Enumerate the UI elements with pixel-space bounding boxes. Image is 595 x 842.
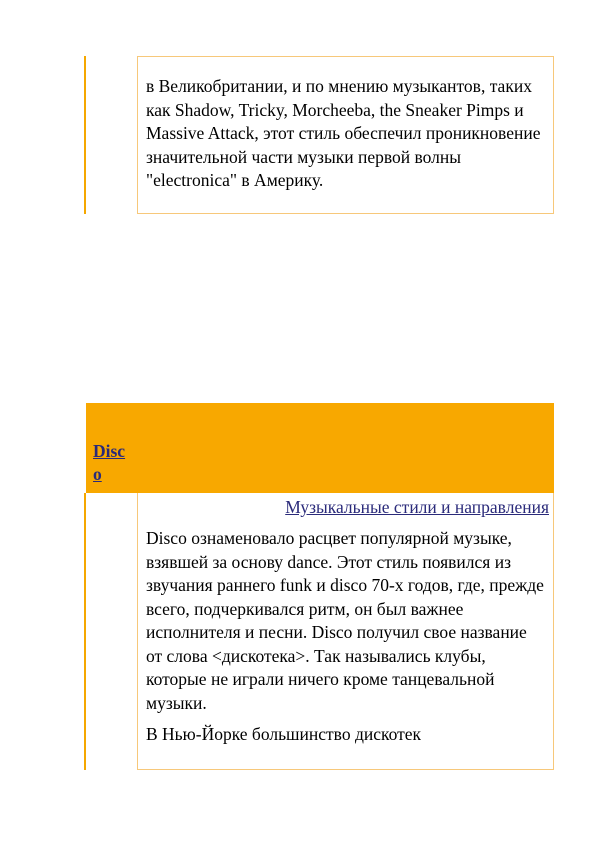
paragraph-new-york: В Нью-Йорке большинство дискотек	[146, 724, 422, 744]
disco-title-link[interactable]: Disco	[93, 441, 126, 484]
paragraph-electronica: в Великобритании, и по мнению музыкантов, таких как Shadow, Tricky, Morcheeba, the Sneaker Pimps и Massive Attack, этот стиль обеспечил проникновение значительной части музыки первой волны "electronica" в Америку.	[146, 76, 541, 190]
left-column-cell	[86, 493, 137, 770]
music-styles-link[interactable]: Музыкальные стили и направления	[285, 497, 549, 517]
text-cell-top	[137, 56, 554, 214]
section-header-bar	[86, 403, 554, 493]
text-cell-disco	[137, 493, 554, 770]
left-border-bottom	[84, 493, 86, 770]
left-border-top	[84, 56, 86, 214]
paragraph-disco-intro: Disco ознаменовало расцвет популярной музыке, взявшей за основу dance. Этот стиль появился из звучания раннего funk и disco 70-х годов, где, прежде всего, подчеркивался ритм, он был важнее исполнителя и песни. Disco получил свое название от слова <дискотека>. Так назывались клубы, которые не играли ничего кроме танцевальной музыки.	[146, 528, 544, 713]
